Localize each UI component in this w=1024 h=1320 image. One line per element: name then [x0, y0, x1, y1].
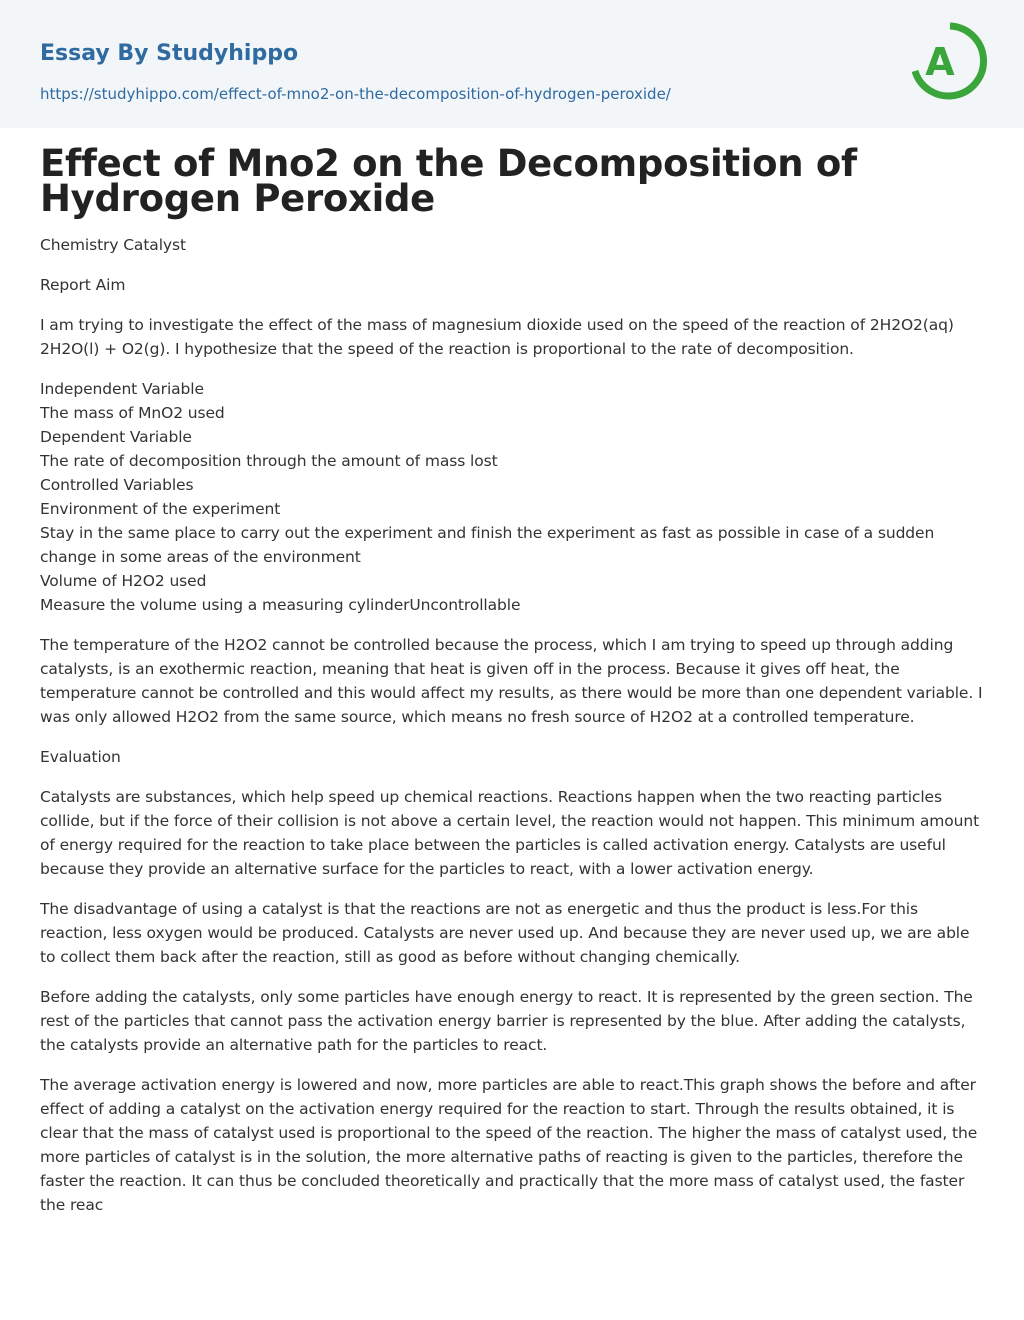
paragraph-conclusion: The average activation energy is lowered and now, more particles are able to react.This graph shows the before and after effect of adding a catalyst on the activation energy required for the reaction to start. Through the results obtained, it is clear that the mass of catalyst used is proportional to the speed of the reaction. The higher the mass of catalyst used, the more particles of catalyst is in the solution, the more alternative paths of reacting is given to the particles, therefore the faster the reaction. It can thus be concluded theoretically and practically that the more mass of catalyst used, the faster the reac — [40, 1076, 978, 1214]
site-header — [0, 0, 1024, 128]
paragraph-subject: Chemistry Catalyst — [40, 236, 186, 254]
paragraph-variables: Independent Variable The mass of MnO2 used Dependent Variable The rate of decomposition through the amount of mass lost Controlled Variables Environment of the experiment Stay in the same place to carry out the experiment and finish the experiment as fast as possible in case of a sudden change in some areas of the environment Volume of H2O2 used Measure the volume using a measuring cylinderUncontrollable — [40, 380, 935, 614]
paragraph-catalysts: Catalysts are substances, which help speed up chemical reactions. Reactions happen when the two reacting particles collide, but if the force of their collision is not above a certain level, the reaction would not happen. This minimum amount of energy required for the reaction to take place between the particles is called activation energy. Catalysts are useful because they provide an alternative surface for the particles to react, with a lower activation energy. — [40, 788, 980, 878]
site-name[interactable]: Essay By Studyhippo — [40, 41, 299, 66]
logo-letter: A — [925, 40, 955, 84]
studyhippo-logo-icon[interactable] — [912, 18, 988, 108]
article — [0, 128, 1024, 1217]
paragraph-report-aim-heading: Report Aim — [40, 276, 126, 294]
paragraph-temperature: The temperature of the H2O2 cannot be controlled because the process, which I am trying to speed up through adding catalysts, is an exothermic reaction, meaning that heat is given off in the process. Because it gives off heat, the temperature cannot be controlled and this would affect my results, as there would be more than one dependent variable. I was only allowed H2O2 from the same source, which means no fresh source of H2O2 at a controlled temperature. — [40, 636, 983, 726]
paragraph-disadvantage: The disadvantage of using a catalyst is that the reactions are not as energetic and thus the product is less.For this reaction, less oxygen would be produced. Catalysts are never used up. And because they are never used up, we are able to collect them back after the reaction, still as good as before without changing chemically. — [40, 900, 970, 966]
paragraph-aim: I am trying to investigate the effect of the mass of magnesium dioxide used on the speed of the reaction of 2H2O2(aq) 2H2O(l) + O2(g). I hypothesize that the speed of the reaction is proportional to the rate of decomposition. — [40, 316, 954, 358]
paragraph-evaluation-heading: Evaluation — [40, 748, 121, 766]
paragraph-before-catalysts: Before adding the catalysts, only some particles have enough energy to react. It is represented by the green section. The rest of the particles that cannot pass the activation energy barrier is represented by the blue. After adding the catalysts, the catalysts provide an alternative path for the particles to react. — [40, 988, 973, 1054]
source-url-link[interactable]: https://studyhippo.com/effect-of-mno2-on-the-decomposition-of-hydrogen-peroxide/ — [40, 85, 671, 103]
article-title: Effect of Mno2 on the Decomposition of Hydrogen Peroxide — [40, 142, 857, 220]
